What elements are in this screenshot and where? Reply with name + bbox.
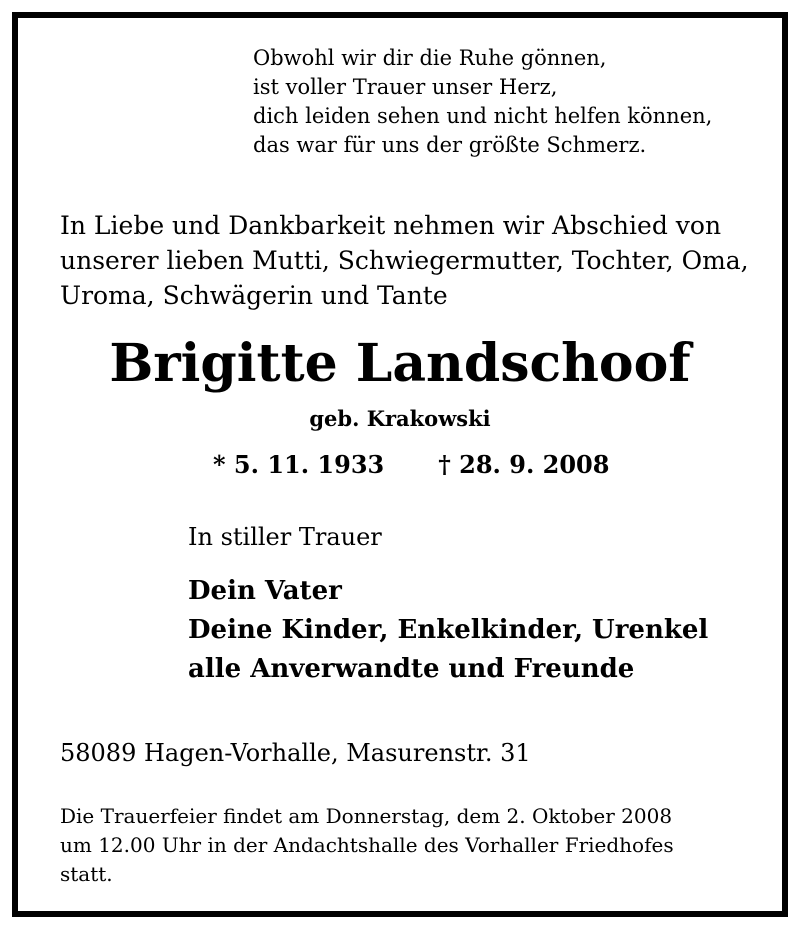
ceremony-line: Die Trauerfeier findet am Donnerstag, dem 2. Oktober 2008 [60, 804, 673, 828]
intro-line: In Liebe und Dankbarkeit nehmen wir Abschied von [60, 211, 722, 240]
intro-line: Uroma, Schwägerin und Tante [60, 281, 448, 310]
poem-line: ist voller Trauer unser Herz, [253, 75, 558, 99]
ceremony-line: statt. [60, 862, 113, 886]
obituary-frame [12, 12, 788, 917]
poem-verse [253, 44, 712, 160]
address: 58089 Hagen-Vorhalle, Masurenstr. 31 [60, 739, 531, 767]
mourner-line: alle Anverwandte und Freunde [188, 654, 635, 684]
ceremony-notice [60, 802, 674, 889]
poem-line: dich leiden sehen und nicht helfen können, [253, 104, 713, 128]
mourner-line: Dein Vater [188, 576, 342, 606]
poem-line: Obwohl wir dir die Ruhe gönnen, [253, 46, 607, 70]
birth-date: * 5. 11. 1933 [213, 450, 385, 479]
farewell-intro [60, 208, 749, 313]
mourning-heading: In stiller Trauer [188, 523, 382, 551]
mourner-line: Deine Kinder, Enkelkinder, Urenkel [188, 615, 709, 645]
ceremony-line: um 12.00 Uhr in der Andachtshalle des Vorhaller Friedhofes [60, 833, 674, 857]
mourners-list [188, 572, 708, 689]
maiden-name: geb. Krakowski [309, 406, 491, 431]
poem-line: das war für uns der größte Schmerz. [253, 133, 647, 157]
intro-line: unserer lieben Mutti, Schwiegermutter, Tochter, Oma, [60, 246, 749, 275]
life-dates [213, 448, 609, 482]
death-date: † 28. 9. 2008 [438, 450, 610, 479]
deceased-name: Brigitte Landschoof [109, 333, 691, 394]
